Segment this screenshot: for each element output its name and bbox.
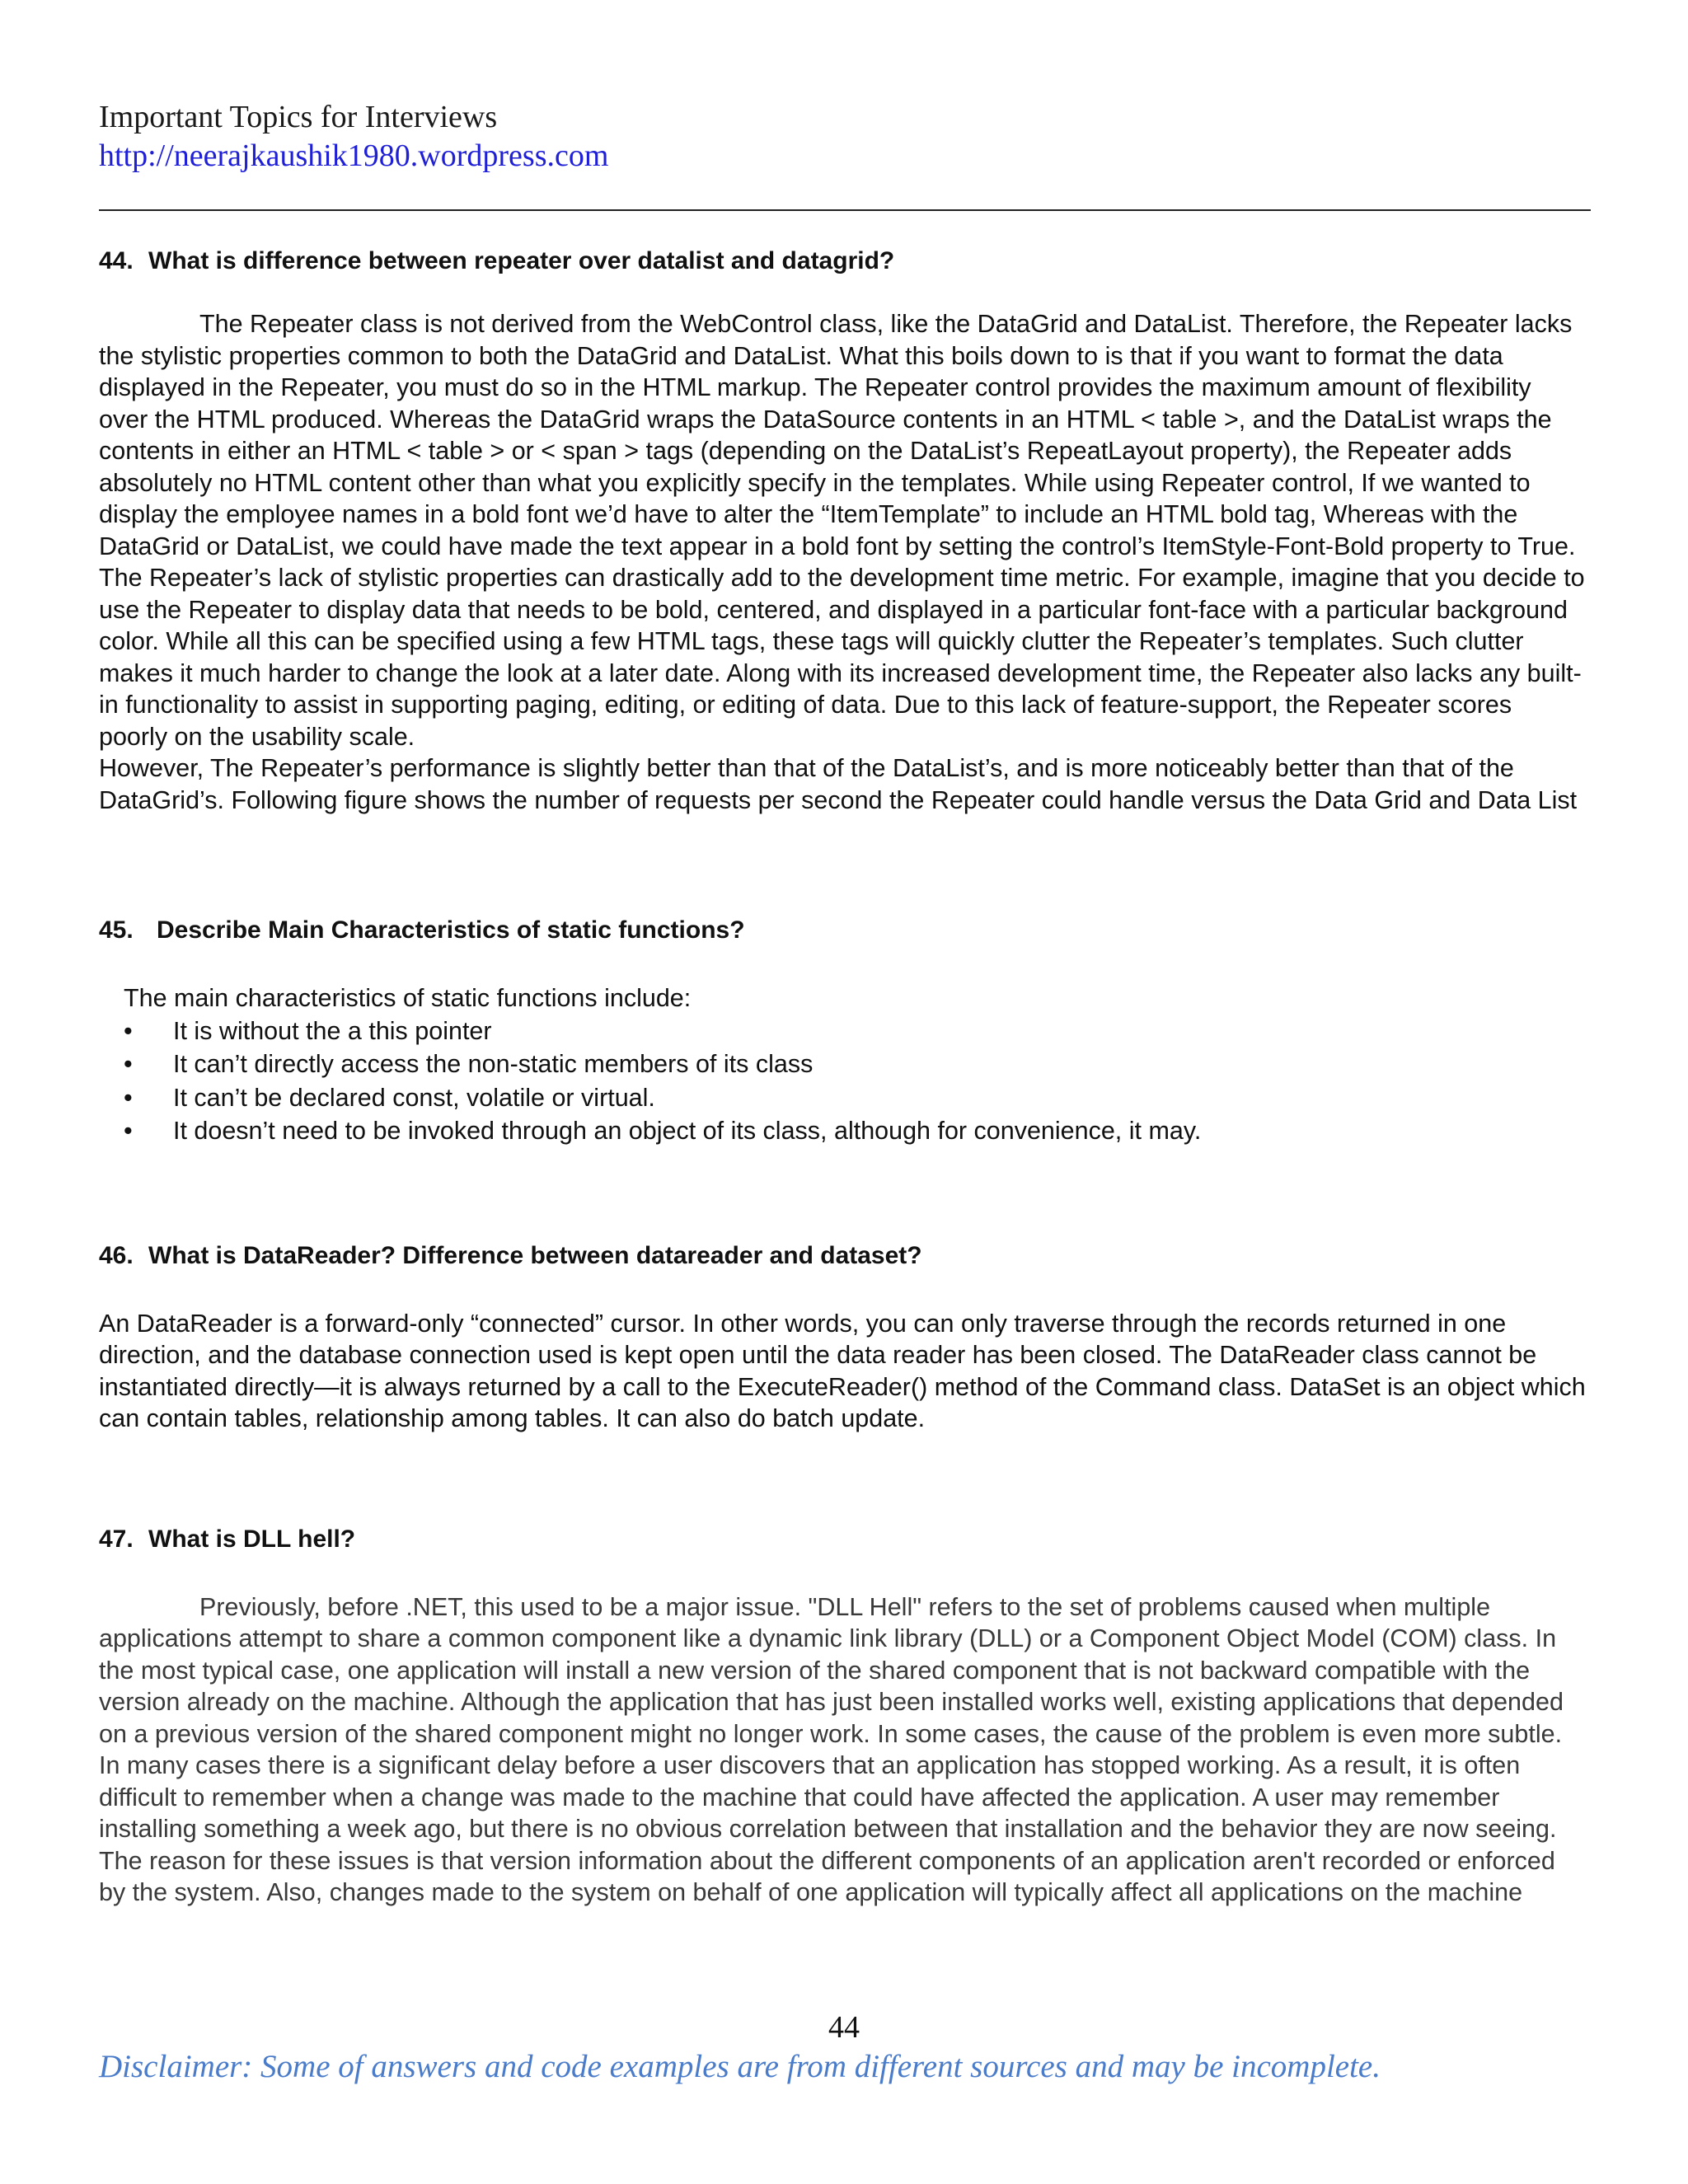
list-item: • It doesn’t need to be invoked through an object of its class, although for convenience, it may.: [99, 1114, 1587, 1148]
section-q44: [99, 246, 1587, 816]
q47-paragraph-1: Previously, before .NET, this used to be a major issue. "DLL Hell" refers to the set of problems caused when multiple applications attempt to share a common component like a dynamic link library (DLL) or a Component Object Model (COM) class. In the most typical case, one application will install a new version of the shared component that is not backward compatible with the version already on the machine. Although the application that has just been installed works well, existing applications that depended on a previous version of the shared component might no longer work. In some cases, the cause of the problem is even more subtle. In many cases there is a significant delay before a user discovers that an application has stopped working. As a result, it is often difficult to remember when a change was made to the machine that could have affected the application. A user may remember installing something a week ago, but there is no obvious correlation between that installation and the behavior they are now seeing. The reason for these issues is that version information about the different components of an application aren't recorded or enforced by the system. Also, changes made to the system on behalf of one application will typically affect all applications on the machine: [99, 1592, 1564, 1906]
section-q47: [99, 1524, 1587, 1909]
bullet-icon: •: [124, 1083, 133, 1112]
q44-paragraph-2: However, The Repeater’s performance is slightly better than that of the DataList’s, and is more noticeably better than that of the DataGrid’s. Following figure shows the number of requests per second the Repeater could handle versus the Data Grid and Data List: [99, 754, 1578, 814]
list-item: • It can’t be declared const, volatile or virtual.: [99, 1081, 1587, 1115]
question-45-title: [99, 915, 1587, 946]
section-q46: [99, 1240, 1587, 1435]
page-header: [99, 97, 1591, 175]
q46-paragraph-1: An DataReader is a forward-only “connected” cursor. In other words, you can only traverse through the records returned in one direction, and the database connection used is kept open until the data reader has been closed. The DataReader class cannot be instantiated directly—it is always returned by a call to the ExecuteReader() method of the Command class. DataSet is an object which can contain tables, relationship among tables. It can also do batch update.: [99, 1309, 1586, 1432]
header-title: Important Topics for Interviews: [99, 100, 498, 134]
question-text: Describe Main Characteristics of static functions?: [157, 916, 745, 944]
document-body: [99, 246, 1587, 1909]
q45-bullet-list: [99, 1015, 1587, 1148]
question-text: What is difference between repeater over datalist and datagrid?: [148, 247, 895, 274]
bullet-icon: •: [124, 1050, 133, 1078]
question-46-title: [99, 1240, 1587, 1272]
question-number: 45.: [99, 916, 134, 944]
page-number: 44: [828, 2010, 860, 2045]
q44-paragraph-1: The Repeater class is not derived from the WebControl class, like the DataGrid and DataList. Therefore, the Repeater lacks the stylistic properties common to both the DataGrid and DataList. What this boils down to is that if you want to format the data displayed in the Repeater, you must do so in the HTML markup. The Repeater control provides the maximum amount of flexibility over the HTML produced. Whereas the DataGrid wraps the DataSource contents in an HTML < table >, and the DataList wraps the contents in either an HTML < table > or < span > tags (depending on the DataList’s RepeatLayout property), the Repeater adds absolutely no HTML content other than what you explicitly specify in the templates. While using Repeater control, If we wanted to display the employee names in a bold font we’d have to alter the “ItemTemplate” to include an HTML bold tag, Whereas with the DataGrid or DataList, we could have made the text appear in a bold font by setting the control’s ItemStyle-Font-Bold property to True. The Repeater’s lack of stylistic properties can drastically add to the development time metric. For example, imagine that you decide to use the Repeater to display data that needs to be bold, centered, and displayed in a particular font-face with a particular background color. While all this can be specified using a few HTML tags, these tags will quickly clutter the Repeater’s templates. Such clutter makes it much harder to change the look at a later date. Along with its increased development time, the Repeater also lacks any built-in functionality to assist in supporting paging, editing, or editing of data. Due to this lack of feature-support, the Repeater scores poorly on the usability scale.: [99, 310, 1585, 751]
footer-disclaimer: Disclaimer: Some of answers and code examples are from different sources and may be incomplete.: [99, 2049, 1381, 2084]
q45-intro: The main characteristics of static functions include:: [124, 984, 692, 1012]
list-item: • It is without the a this pointer: [99, 1015, 1587, 1048]
question-text: What is DLL hell?: [148, 1525, 356, 1553]
bullet-icon: •: [124, 1016, 133, 1045]
section-q45: [99, 915, 1587, 1148]
question-44-title: [99, 246, 1587, 277]
question-number: 46.: [99, 1241, 134, 1269]
question-text: What is DataReader? Difference between datareader and dataset?: [148, 1241, 922, 1269]
question-47-title: [99, 1524, 1587, 1555]
header-divider: [99, 209, 1591, 211]
list-item: • It can’t directly access the non-static members of its class: [99, 1047, 1587, 1081]
question-number: 47.: [99, 1525, 134, 1553]
header-url-link[interactable]: http://neerajkaushik1980.wordpress.com: [99, 138, 609, 173]
bullet-icon: •: [124, 1117, 133, 1145]
question-number: 44.: [99, 247, 134, 274]
